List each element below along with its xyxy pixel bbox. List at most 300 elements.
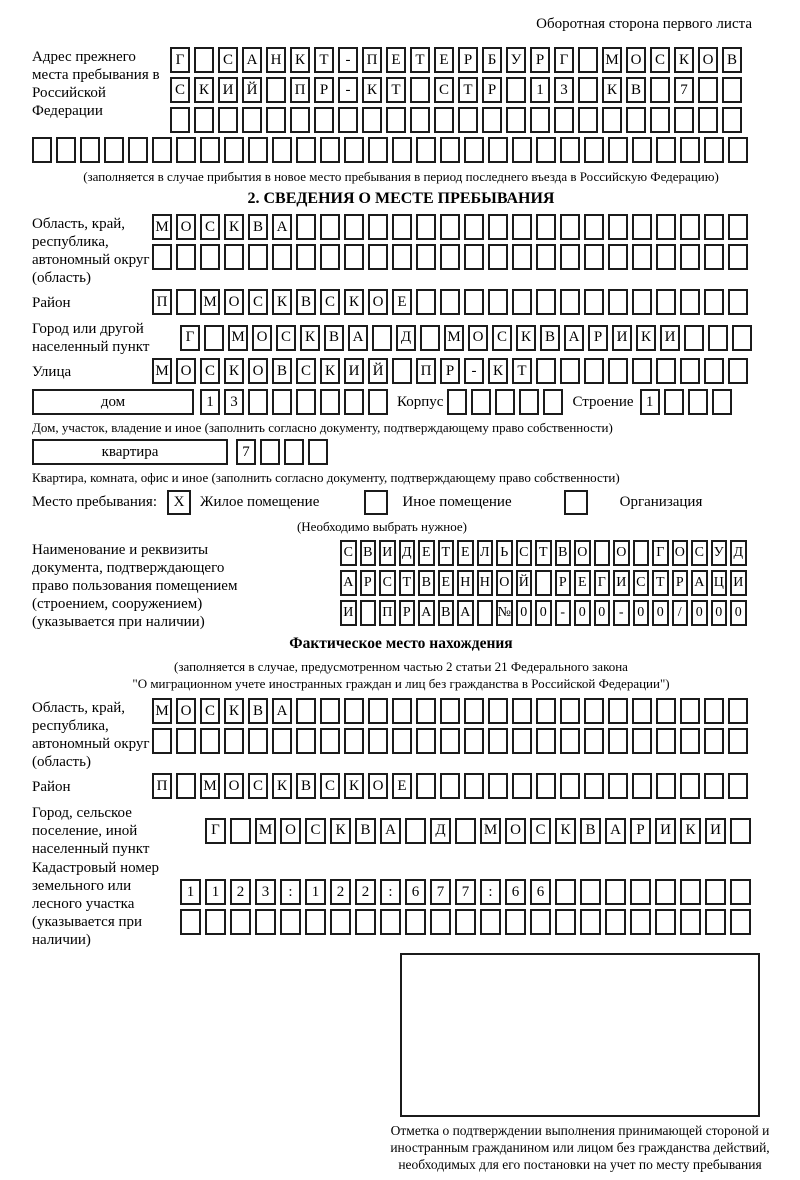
char-box[interactable] bbox=[560, 137, 580, 163]
char-box[interactable]: К bbox=[194, 77, 214, 103]
char-box[interactable] bbox=[560, 214, 580, 240]
char-box[interactable] bbox=[608, 137, 628, 163]
char-box[interactable]: Р bbox=[588, 325, 608, 351]
char-box[interactable]: С bbox=[633, 570, 650, 596]
char-box[interactable] bbox=[680, 358, 700, 384]
char-box[interactable] bbox=[722, 77, 742, 103]
char-box[interactable]: Р bbox=[630, 818, 651, 844]
char-box[interactable] bbox=[554, 107, 574, 133]
char-box[interactable] bbox=[338, 107, 358, 133]
char-box[interactable]: Д bbox=[430, 818, 451, 844]
char-box[interactable] bbox=[440, 289, 460, 315]
char-box[interactable]: А bbox=[564, 325, 584, 351]
char-box[interactable] bbox=[464, 289, 484, 315]
char-box[interactable] bbox=[536, 244, 556, 270]
char-box[interactable] bbox=[656, 289, 676, 315]
char-box[interactable] bbox=[584, 137, 604, 163]
char-box[interactable] bbox=[488, 728, 508, 754]
char-box[interactable] bbox=[530, 909, 551, 935]
char-box[interactable]: К bbox=[290, 47, 310, 73]
char-box[interactable] bbox=[416, 773, 436, 799]
char-box[interactable]: Е bbox=[438, 570, 455, 596]
char-box[interactable]: А bbox=[340, 570, 357, 596]
char-box[interactable]: А bbox=[272, 698, 292, 724]
char-box[interactable] bbox=[104, 137, 124, 163]
char-box[interactable]: 7 bbox=[236, 439, 256, 465]
char-box[interactable] bbox=[296, 214, 316, 240]
char-box[interactable] bbox=[248, 137, 268, 163]
char-box[interactable] bbox=[372, 325, 392, 351]
char-box[interactable] bbox=[578, 107, 598, 133]
char-box[interactable] bbox=[512, 698, 532, 724]
char-box[interactable]: 0 bbox=[691, 600, 708, 626]
char-box[interactable]: 2 bbox=[355, 879, 376, 905]
char-box[interactable]: С bbox=[296, 358, 316, 384]
char-box[interactable] bbox=[506, 107, 526, 133]
char-box[interactable] bbox=[320, 244, 340, 270]
char-box[interactable] bbox=[632, 773, 652, 799]
char-box[interactable]: 3 bbox=[224, 389, 244, 415]
char-box[interactable] bbox=[704, 728, 724, 754]
char-box[interactable]: Р bbox=[458, 47, 478, 73]
char-box[interactable]: О bbox=[368, 289, 388, 315]
char-box[interactable]: И bbox=[379, 540, 396, 566]
char-box[interactable]: Л bbox=[477, 540, 494, 566]
char-box[interactable] bbox=[708, 325, 728, 351]
char-box[interactable] bbox=[380, 909, 401, 935]
char-box[interactable] bbox=[368, 389, 388, 415]
char-box[interactable] bbox=[605, 909, 626, 935]
char-box[interactable] bbox=[176, 728, 196, 754]
char-box[interactable]: С bbox=[691, 540, 708, 566]
char-box[interactable] bbox=[440, 244, 460, 270]
char-box[interactable] bbox=[632, 728, 652, 754]
char-box[interactable] bbox=[455, 818, 476, 844]
char-box[interactable] bbox=[684, 325, 704, 351]
char-box[interactable] bbox=[680, 909, 701, 935]
char-box[interactable] bbox=[296, 698, 316, 724]
char-box[interactable]: Ь bbox=[496, 540, 513, 566]
char-box[interactable]: М bbox=[228, 325, 248, 351]
char-box[interactable] bbox=[464, 137, 484, 163]
char-box[interactable] bbox=[728, 728, 748, 754]
char-box[interactable]: 7 bbox=[674, 77, 694, 103]
char-box[interactable] bbox=[368, 698, 388, 724]
char-box[interactable] bbox=[536, 137, 556, 163]
char-box[interactable]: О bbox=[252, 325, 272, 351]
char-box[interactable] bbox=[56, 137, 76, 163]
char-box[interactable] bbox=[392, 244, 412, 270]
char-box[interactable] bbox=[80, 137, 100, 163]
char-box[interactable]: 7 bbox=[430, 879, 451, 905]
char-box[interactable] bbox=[584, 698, 604, 724]
char-box[interactable]: Е bbox=[418, 540, 435, 566]
char-box[interactable]: Е bbox=[386, 47, 406, 73]
char-box[interactable]: Т bbox=[535, 540, 552, 566]
char-box[interactable] bbox=[512, 137, 532, 163]
char-box[interactable]: И bbox=[344, 358, 364, 384]
char-box[interactable] bbox=[386, 107, 406, 133]
char-box[interactable] bbox=[230, 818, 251, 844]
char-box[interactable] bbox=[405, 909, 426, 935]
char-box[interactable]: 1 bbox=[200, 389, 220, 415]
char-box[interactable]: Н bbox=[266, 47, 286, 73]
char-box[interactable] bbox=[704, 244, 724, 270]
char-box[interactable]: Т bbox=[399, 570, 416, 596]
char-box[interactable] bbox=[248, 389, 268, 415]
char-box[interactable]: 0 bbox=[711, 600, 728, 626]
char-box[interactable] bbox=[688, 389, 708, 415]
char-box[interactable] bbox=[416, 244, 436, 270]
char-box[interactable]: Й bbox=[242, 77, 262, 103]
char-box[interactable] bbox=[704, 773, 724, 799]
char-box[interactable] bbox=[248, 728, 268, 754]
char-box[interactable] bbox=[555, 909, 576, 935]
char-box[interactable]: О bbox=[496, 570, 513, 596]
char-box[interactable] bbox=[578, 47, 598, 73]
char-box[interactable]: 0 bbox=[633, 600, 650, 626]
char-box[interactable] bbox=[224, 137, 244, 163]
char-box[interactable] bbox=[512, 289, 532, 315]
char-box[interactable] bbox=[530, 107, 550, 133]
char-box[interactable]: А bbox=[605, 818, 626, 844]
char-box[interactable] bbox=[626, 107, 646, 133]
char-box[interactable] bbox=[632, 358, 652, 384]
char-box[interactable]: Е bbox=[392, 289, 412, 315]
char-box[interactable]: А bbox=[348, 325, 368, 351]
char-box[interactable]: Б bbox=[482, 47, 502, 73]
char-box[interactable] bbox=[656, 358, 676, 384]
char-box[interactable] bbox=[440, 698, 460, 724]
char-box[interactable]: К bbox=[224, 698, 244, 724]
char-box[interactable]: С bbox=[492, 325, 512, 351]
char-box[interactable] bbox=[272, 389, 292, 415]
char-box[interactable]: П bbox=[152, 773, 172, 799]
char-box[interactable]: 0 bbox=[652, 600, 669, 626]
char-box[interactable] bbox=[650, 77, 670, 103]
char-box[interactable] bbox=[506, 77, 526, 103]
char-box[interactable]: К bbox=[344, 773, 364, 799]
char-box[interactable] bbox=[505, 909, 526, 935]
char-box[interactable]: К bbox=[272, 289, 292, 315]
char-box[interactable]: О bbox=[248, 358, 268, 384]
char-box[interactable] bbox=[512, 773, 532, 799]
char-box[interactable] bbox=[308, 439, 328, 465]
char-box[interactable] bbox=[200, 728, 220, 754]
char-box[interactable] bbox=[560, 773, 580, 799]
char-box[interactable]: Р bbox=[530, 47, 550, 73]
char-box[interactable]: 7 bbox=[455, 879, 476, 905]
char-box[interactable]: Т bbox=[410, 47, 430, 73]
char-box[interactable]: А bbox=[457, 600, 474, 626]
char-box[interactable] bbox=[305, 909, 326, 935]
char-box[interactable] bbox=[632, 698, 652, 724]
char-box[interactable] bbox=[296, 137, 316, 163]
char-box[interactable] bbox=[728, 137, 748, 163]
char-box[interactable] bbox=[248, 244, 268, 270]
char-box[interactable] bbox=[608, 698, 628, 724]
char-box[interactable] bbox=[512, 214, 532, 240]
char-box[interactable]: : bbox=[380, 879, 401, 905]
char-box[interactable] bbox=[536, 358, 556, 384]
char-box[interactable]: Г bbox=[652, 540, 669, 566]
char-box[interactable] bbox=[730, 879, 751, 905]
char-box[interactable] bbox=[344, 244, 364, 270]
char-box[interactable]: В bbox=[555, 540, 572, 566]
char-box[interactable]: К bbox=[516, 325, 536, 351]
char-box[interactable]: К bbox=[636, 325, 656, 351]
char-box[interactable]: С bbox=[200, 358, 220, 384]
char-box[interactable]: М bbox=[602, 47, 622, 73]
char-box[interactable]: А bbox=[691, 570, 708, 596]
char-box[interactable] bbox=[705, 879, 726, 905]
char-box[interactable]: № bbox=[496, 600, 513, 626]
char-box[interactable]: Д bbox=[399, 540, 416, 566]
char-box[interactable] bbox=[320, 389, 340, 415]
char-box[interactable] bbox=[536, 214, 556, 240]
char-box[interactable] bbox=[580, 909, 601, 935]
char-box[interactable] bbox=[632, 289, 652, 315]
char-box[interactable]: : bbox=[480, 879, 501, 905]
char-box[interactable] bbox=[656, 773, 676, 799]
char-box[interactable]: П bbox=[362, 47, 382, 73]
char-box[interactable] bbox=[290, 107, 310, 133]
char-box[interactable]: 3 bbox=[554, 77, 574, 103]
char-box[interactable] bbox=[722, 107, 742, 133]
char-box[interactable]: В bbox=[248, 214, 268, 240]
checkbox-residential[interactable]: X bbox=[167, 490, 191, 515]
char-box[interactable]: Т bbox=[386, 77, 406, 103]
char-box[interactable]: О bbox=[574, 540, 591, 566]
char-box[interactable]: А bbox=[418, 600, 435, 626]
char-box[interactable]: Г bbox=[170, 47, 190, 73]
char-box[interactable] bbox=[594, 540, 611, 566]
char-box[interactable] bbox=[405, 818, 426, 844]
char-box[interactable] bbox=[655, 879, 676, 905]
char-box[interactable] bbox=[440, 773, 460, 799]
char-box[interactable]: 2 bbox=[330, 879, 351, 905]
char-box[interactable]: - bbox=[613, 600, 630, 626]
char-box[interactable] bbox=[555, 879, 576, 905]
char-box[interactable] bbox=[464, 698, 484, 724]
char-box[interactable] bbox=[416, 728, 436, 754]
char-box[interactable]: С bbox=[516, 540, 533, 566]
char-box[interactable]: М bbox=[255, 818, 276, 844]
char-box[interactable] bbox=[410, 107, 430, 133]
char-box[interactable]: В bbox=[272, 358, 292, 384]
char-box[interactable]: О bbox=[224, 289, 244, 315]
char-box[interactable] bbox=[272, 137, 292, 163]
char-box[interactable] bbox=[392, 698, 412, 724]
char-box[interactable] bbox=[535, 570, 552, 596]
char-box[interactable] bbox=[447, 389, 467, 415]
char-box[interactable]: Р bbox=[360, 570, 377, 596]
char-box[interactable]: Т bbox=[438, 540, 455, 566]
char-box[interactable] bbox=[560, 358, 580, 384]
char-box[interactable]: К bbox=[680, 818, 701, 844]
char-box[interactable] bbox=[602, 107, 622, 133]
char-box[interactable]: И bbox=[613, 570, 630, 596]
char-box[interactable] bbox=[656, 244, 676, 270]
char-box[interactable]: О bbox=[224, 773, 244, 799]
char-box[interactable] bbox=[176, 244, 196, 270]
char-box[interactable]: К bbox=[344, 289, 364, 315]
char-box[interactable] bbox=[368, 137, 388, 163]
char-box[interactable]: С bbox=[530, 818, 551, 844]
char-box[interactable]: Р bbox=[399, 600, 416, 626]
char-box[interactable]: О bbox=[176, 698, 196, 724]
char-box[interactable]: О bbox=[176, 358, 196, 384]
char-box[interactable] bbox=[488, 289, 508, 315]
char-box[interactable] bbox=[680, 244, 700, 270]
char-box[interactable] bbox=[471, 389, 491, 415]
char-box[interactable]: П bbox=[152, 289, 172, 315]
char-box[interactable]: К bbox=[224, 214, 244, 240]
char-box[interactable]: С bbox=[434, 77, 454, 103]
char-box[interactable]: / bbox=[672, 600, 689, 626]
char-box[interactable] bbox=[152, 137, 172, 163]
char-box[interactable] bbox=[440, 728, 460, 754]
char-box[interactable]: К bbox=[555, 818, 576, 844]
char-box[interactable] bbox=[176, 289, 196, 315]
char-box[interactable] bbox=[633, 540, 650, 566]
char-box[interactable]: С bbox=[248, 289, 268, 315]
char-box[interactable] bbox=[512, 728, 532, 754]
char-box[interactable]: 1 bbox=[180, 879, 201, 905]
char-box[interactable]: П bbox=[290, 77, 310, 103]
char-box[interactable] bbox=[368, 728, 388, 754]
char-box[interactable] bbox=[152, 728, 172, 754]
char-box[interactable]: Н bbox=[457, 570, 474, 596]
char-box[interactable] bbox=[255, 909, 276, 935]
char-box[interactable] bbox=[320, 728, 340, 754]
char-box[interactable] bbox=[680, 773, 700, 799]
char-box[interactable]: Е bbox=[392, 773, 412, 799]
char-box[interactable] bbox=[608, 358, 628, 384]
char-box[interactable] bbox=[630, 879, 651, 905]
char-box[interactable] bbox=[704, 137, 724, 163]
char-box[interactable] bbox=[584, 289, 604, 315]
char-box[interactable] bbox=[296, 389, 316, 415]
char-box[interactable] bbox=[224, 244, 244, 270]
char-box[interactable]: П bbox=[379, 600, 396, 626]
char-box[interactable] bbox=[728, 244, 748, 270]
char-box[interactable] bbox=[344, 728, 364, 754]
char-box[interactable] bbox=[464, 244, 484, 270]
char-box[interactable] bbox=[218, 107, 238, 133]
char-box[interactable] bbox=[536, 728, 556, 754]
char-box[interactable] bbox=[200, 137, 220, 163]
char-box[interactable] bbox=[680, 137, 700, 163]
checkbox-other-premises[interactable] bbox=[364, 490, 388, 515]
char-box[interactable] bbox=[482, 107, 502, 133]
char-box[interactable] bbox=[608, 728, 628, 754]
char-box[interactable] bbox=[488, 773, 508, 799]
char-box[interactable]: В bbox=[540, 325, 560, 351]
char-box[interactable]: 0 bbox=[574, 600, 591, 626]
char-box[interactable]: О bbox=[698, 47, 718, 73]
char-box[interactable]: И bbox=[655, 818, 676, 844]
char-box[interactable] bbox=[728, 698, 748, 724]
char-box[interactable] bbox=[519, 389, 539, 415]
char-box[interactable] bbox=[656, 698, 676, 724]
char-box[interactable]: С bbox=[340, 540, 357, 566]
char-box[interactable]: С bbox=[218, 47, 238, 73]
char-box[interactable] bbox=[320, 214, 340, 240]
char-box[interactable] bbox=[632, 244, 652, 270]
char-box[interactable]: П bbox=[416, 358, 436, 384]
char-box[interactable] bbox=[536, 773, 556, 799]
char-box[interactable]: 1 bbox=[640, 389, 660, 415]
char-box[interactable]: 1 bbox=[305, 879, 326, 905]
char-box[interactable] bbox=[608, 214, 628, 240]
char-box[interactable]: В bbox=[360, 540, 377, 566]
char-box[interactable]: Е bbox=[434, 47, 454, 73]
char-box[interactable] bbox=[680, 698, 700, 724]
char-box[interactable] bbox=[392, 137, 412, 163]
char-box[interactable] bbox=[477, 600, 494, 626]
char-box[interactable] bbox=[656, 214, 676, 240]
char-box[interactable]: О bbox=[613, 540, 630, 566]
char-box[interactable] bbox=[704, 214, 724, 240]
char-box[interactable] bbox=[420, 325, 440, 351]
char-box[interactable]: О bbox=[368, 773, 388, 799]
char-box[interactable]: В bbox=[296, 773, 316, 799]
char-box[interactable]: Г bbox=[554, 47, 574, 73]
char-box[interactable] bbox=[655, 909, 676, 935]
char-box[interactable] bbox=[488, 244, 508, 270]
char-box[interactable] bbox=[416, 137, 436, 163]
char-box[interactable]: Е bbox=[574, 570, 591, 596]
char-box[interactable] bbox=[543, 389, 563, 415]
char-box[interactable]: В bbox=[324, 325, 344, 351]
char-box[interactable]: Р bbox=[440, 358, 460, 384]
char-box[interactable]: К bbox=[300, 325, 320, 351]
char-box[interactable] bbox=[194, 47, 214, 73]
char-box[interactable]: О bbox=[280, 818, 301, 844]
char-box[interactable]: С bbox=[248, 773, 268, 799]
char-box[interactable]: О bbox=[505, 818, 526, 844]
char-box[interactable]: К bbox=[320, 358, 340, 384]
char-box[interactable] bbox=[455, 909, 476, 935]
char-box[interactable]: Г bbox=[180, 325, 200, 351]
char-box[interactable] bbox=[560, 728, 580, 754]
char-box[interactable]: В bbox=[248, 698, 268, 724]
char-box[interactable]: С bbox=[170, 77, 190, 103]
char-box[interactable]: : bbox=[280, 879, 301, 905]
char-box[interactable]: В bbox=[626, 77, 646, 103]
char-box[interactable]: И bbox=[660, 325, 680, 351]
char-box[interactable]: Р bbox=[672, 570, 689, 596]
char-box[interactable]: А bbox=[242, 47, 262, 73]
char-box[interactable] bbox=[704, 289, 724, 315]
char-box[interactable]: 2 bbox=[230, 879, 251, 905]
char-box[interactable] bbox=[674, 107, 694, 133]
char-box[interactable] bbox=[728, 773, 748, 799]
char-box[interactable] bbox=[176, 773, 196, 799]
char-box[interactable]: 6 bbox=[530, 879, 551, 905]
char-box[interactable] bbox=[584, 214, 604, 240]
char-box[interactable]: Й bbox=[516, 570, 533, 596]
char-box[interactable] bbox=[204, 325, 224, 351]
char-box[interactable] bbox=[464, 773, 484, 799]
char-box[interactable] bbox=[580, 879, 601, 905]
char-box[interactable] bbox=[578, 77, 598, 103]
char-box[interactable]: М bbox=[200, 289, 220, 315]
char-box[interactable]: В bbox=[438, 600, 455, 626]
char-box[interactable]: 3 bbox=[255, 879, 276, 905]
char-box[interactable]: О bbox=[672, 540, 689, 566]
